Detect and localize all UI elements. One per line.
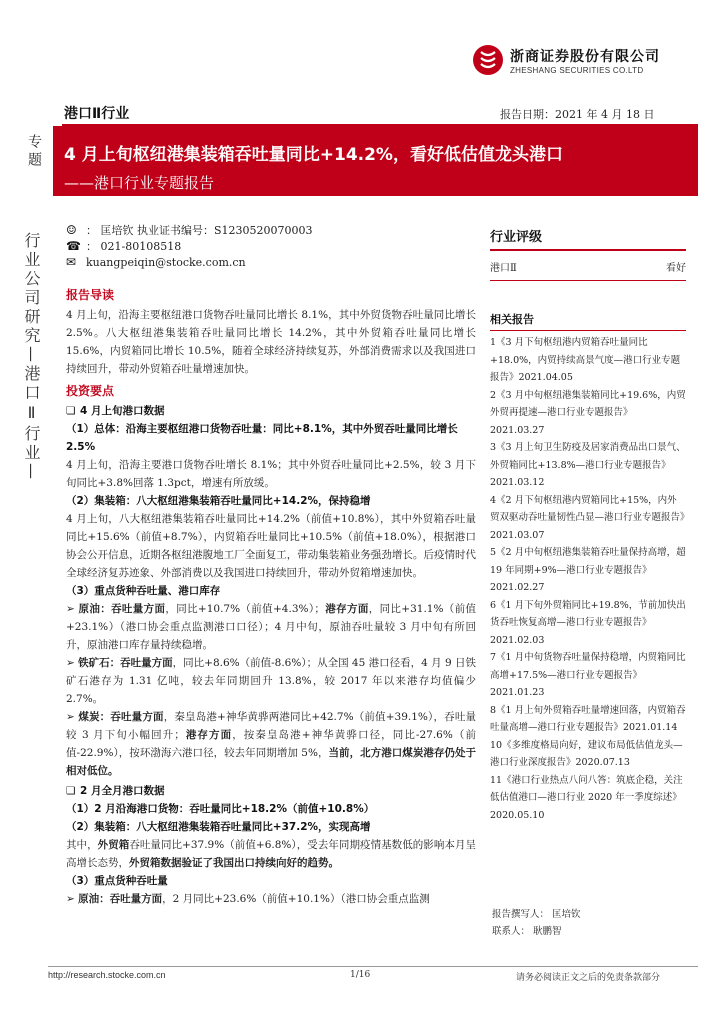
- arrow-bullet-icon: ➢: [66, 657, 79, 669]
- rating-row: [490, 259, 686, 281]
- company-logo: [472, 44, 660, 76]
- f3-title: （3）重点货种吞吐量: [66, 875, 168, 887]
- side-label: 专题: [26, 134, 42, 170]
- related-item[interactable]: 7《1 月中旬货物吞吐量保持稳增，内贸箱同比高增+17.5%—港口行业专题报告》2021.01.23: [490, 652, 686, 698]
- s1-title: （1）总体：沿海主要枢纽港口货物吞吐量：同比+8.1%，其中外贸吞吐量同比增长 2.5%: [66, 423, 458, 453]
- coal-paragraph: ➢ 煤炭：吞吐量方面，秦皇岛港+神华黄骅两港同比+42.7%（前值+39.1%），吞吐量较 3 月下旬小幅回升；港存方面，按秦皇岛港+神华黄骅口径，同比-27.6%（前值-22.9%），按环渤海六港口径，较去年同期增加 5%，当前，北方港口煤炭港存仍处于相对低位。: [66, 711, 477, 777]
- s1-text: 4 月上旬，沿海主要港口货物吞吐增长 8.1%；其中外贸吞吐量同比+2.5%，较 3 月下旬同比+3.8%回落 1.3pct，增速有所放缓。: [66, 459, 476, 489]
- related-item[interactable]: 5《2 月中旬枢纽港集装箱吞吐量保持高增，超 19 年同期+9%—港口行业专题报告》2021.02.27: [490, 547, 686, 593]
- square-bullet-icon: ❏: [66, 405, 76, 417]
- company-name-en: ZHESHANG SECURITIES CO.LTD: [510, 65, 644, 75]
- guide-title: 报告导读: [66, 288, 115, 302]
- zheshang-logo-icon: [472, 44, 504, 76]
- sidebar: [490, 226, 686, 824]
- person-icon: ☺: [66, 223, 77, 237]
- guide-text: 4 月上旬，沿海主要枢纽港口货物吞吐量同比增长 8.1%，其中外贸货物吞吐量同比增长 2.5%。八大枢纽港集装箱吞吐量同比增长 14.2%，其中外贸箱吞吐量同比增长 15.6%，内贸箱同比增长 10.5%，随着全球经济持续复苏，外部消费需求以及我国进口持续回升，带动外贸箱吞吐量增速加快。: [66, 309, 476, 375]
- main-content: [66, 282, 476, 908]
- section-heading-2: ❏ 2 月全月港口数据: [66, 782, 476, 800]
- mail-icon: ✉: [66, 255, 77, 269]
- related-item[interactable]: 6《1 月下旬外贸箱同比+19.8%，节前加快出货吞吐恢复高增—港口行业专题报告》2021.02.03: [490, 599, 686, 646]
- f1-title: （1）2 月沿海港口货物：吞吐量同比+18.2%（前值+10.8%）: [66, 803, 375, 815]
- report-subtitle: ——港口行业专题报告: [64, 174, 215, 192]
- rating-industry: 港口Ⅱ: [490, 263, 517, 274]
- disclaimer-note: 请务必阅读正文之后的免责条款部分: [516, 973, 661, 983]
- analyst-contact: 联系人： 耿鹏智: [492, 926, 562, 937]
- analyst-writer: 报告撰写人： 匡培钦: [492, 909, 581, 920]
- phone-icon: ☎: [66, 239, 81, 253]
- rating-value: 看好: [666, 263, 686, 274]
- arrow-bullet-icon: ➢: [66, 711, 79, 723]
- industry-tag: 港口Ⅱ行业: [64, 106, 130, 122]
- phone-number: ： 021-80108518: [86, 240, 182, 253]
- report-date: 报告日期：2021 年 4 月 18 日: [500, 108, 655, 121]
- contact-block: [66, 222, 313, 270]
- related-item[interactable]: 3《3 月上旬卫生防疫及居家消费品出口景气、外贸箱同比+13.8%—港口行业专题报告》2021.03.12: [490, 442, 686, 488]
- company-name-cn: 浙商证券股份有限公司: [510, 48, 660, 65]
- rating-title: 行业评级: [490, 226, 686, 251]
- f3-text: ➢ 原油：吞吐量方面，2 月同比+23.6%（前值+10.1%）（港口协会重点监测: [66, 893, 430, 905]
- f2-title: （2）集装箱：八大枢纽港集装箱吞吐量同比+37.2%，实现高增: [66, 821, 371, 833]
- oil-paragraph: ➢ 原油：吞吐量方面，同比+10.7%（前值+4.3%）；港存方面，同比+31.1%（前值+23.1%）（港口协会重点监测港口口径）；4 月中旬，原油吞吐量较 3 月中旬有所回升，原油港口库存量持续稳增。: [66, 603, 477, 651]
- report-title: 4 月上旬枢纽港集装箱吞吐量同比+14.2%，看好低估值龙头港口: [64, 145, 563, 165]
- arrow-bullet-icon: ➢: [66, 603, 79, 615]
- related-item[interactable]: 11《港口行业热点八问八答：筑底企稳，关注低估值港口—港口行业 2020 年一季度综述》2020.05.10: [490, 774, 683, 821]
- related-title: 相关报告: [490, 311, 686, 331]
- analyst-info: ： 匡培钦 执业证书编号：S1230520070003: [86, 224, 313, 237]
- footer-divider: [48, 966, 698, 967]
- arrow-bullet-icon: ➢: [66, 893, 79, 905]
- related-item[interactable]: 10《多维度格局向好，建议布局低估值龙头—港口行业深度报告》2020.07.13: [490, 739, 683, 768]
- section-heading-1: ❏ 4 月上旬港口数据: [66, 402, 476, 420]
- email-address[interactable]: kuangpeiqin@stocke.com.cn: [86, 255, 246, 269]
- related-list: [490, 334, 686, 824]
- s3-title: （3）重点货种吞吐量、港口库存: [66, 585, 221, 597]
- iron-paragraph: ➢ 铁矿石：吞吐量方面，同比+8.6%（前值-8.6%）；从全国 45 港口径看，4 月 9 日铁矿石港存为 1.31 亿吨，较去年同期回升 13.8%，较 2017 年以来港存均值偏少 2.7%。: [66, 657, 476, 705]
- s2-title: （2）集装箱：八大枢纽港集装箱吞吐量同比+14.2%，保持稳增: [66, 495, 371, 507]
- page-number: 1/16: [350, 970, 371, 980]
- invest-title: 投资要点: [66, 384, 115, 398]
- related-item[interactable]: 2《3 月中旬枢纽港集装箱同比+19.6%，内贸外贸再提速—港口行业专题报告》2021.03.27: [490, 389, 686, 436]
- related-item[interactable]: 8《1 月上旬外贸箱吞吐量增速回落，内贸箱吞吐量高增—港口行业专题报告》2021.01.14: [490, 704, 686, 733]
- f2-text: 其中，外贸箱吞吐量同比+37.9%（前值+6.8%），受去年同期疫情基数低的影响本月呈高增长态势，外贸箱数据验证了我国出口持续向好的趋势。: [66, 839, 477, 869]
- analyst-block: [492, 906, 581, 940]
- related-item[interactable]: 4《2 月下旬枢纽港内贸箱同比+15%，内外贸双驱动吞吐量韧性凸显—港口行业专题报告》2021.03.07: [490, 494, 685, 541]
- footer-url[interactable]: http://research.stocke.com.cn: [48, 970, 166, 980]
- square-bullet-icon: ❏: [66, 785, 76, 797]
- related-item[interactable]: 1《3 月下旬枢纽港内贸箱吞吐量同比+18.0%，内贸持续高景气度—港口行业专题报告》2021.04.05: [490, 337, 681, 383]
- s2-text: 4 月上旬，八大枢纽港集装箱吞吐量同比+14.2%（前值+10.8%），其中外贸箱吞吐量同比+15.6%（前值+8.7%），内贸箱吞吐量同比+10.5%（前值+18.0%），根据港口协会公开信息，近期各枢纽港腹地工厂全面复工，带动集装箱业务强劲增长。后疫情时代全球经济复苏迹象、外部消费以及我国进口持续回升，带动外贸箱增速加快。: [66, 513, 476, 579]
- side-vertical-label: 行业公司研究—港口Ⅱ行业—: [22, 232, 41, 482]
